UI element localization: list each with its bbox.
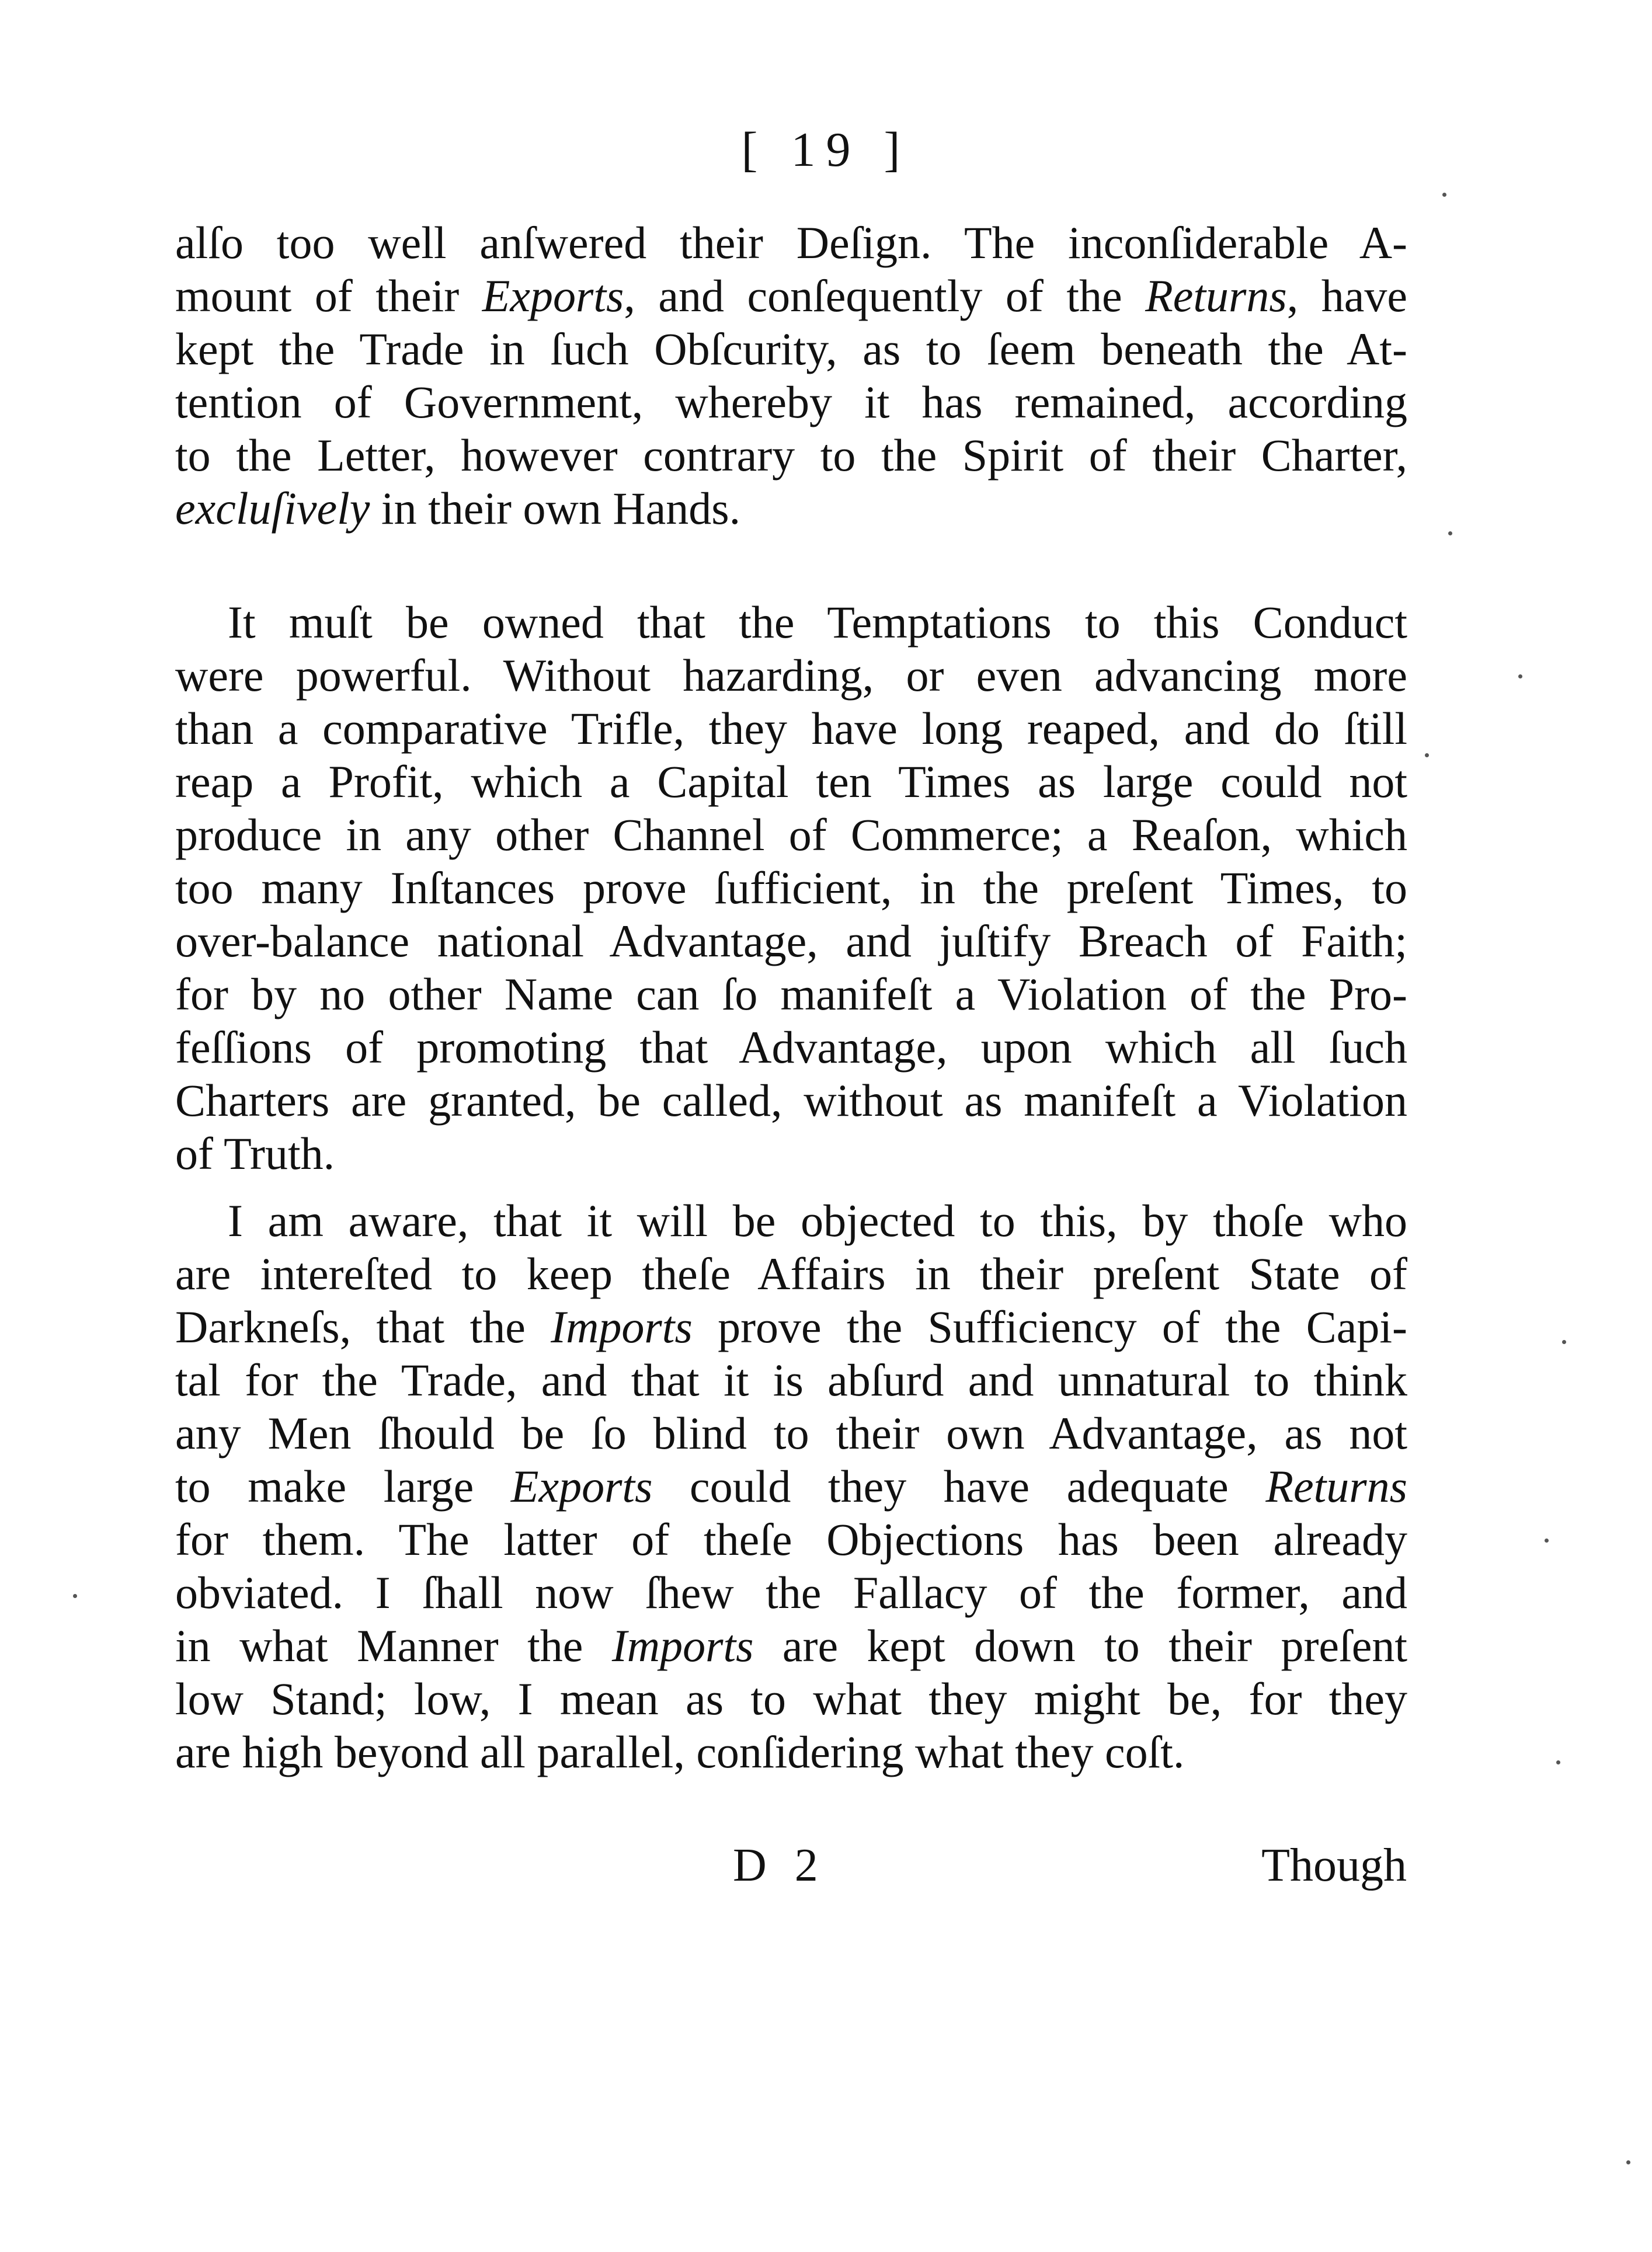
italic-term: Returns <box>1265 1461 1407 1512</box>
page-footer <box>0 1842 1652 1901</box>
text-line: than a comparative Trifle, they have long reaped, and do ſtill <box>175 703 1407 754</box>
text-line: tal for the Trade, and that it is abſurd and unnatural to think <box>175 1355 1407 1405</box>
paragraph-1 <box>175 216 1407 535</box>
text-line: produce in any other Channel of Commerce; a Reaſon, which <box>175 809 1407 860</box>
paragraph-3 <box>175 1194 1407 1778</box>
text-line: to make large Exports could they have adequate Returns <box>175 1461 1407 1512</box>
print-speck <box>1442 193 1446 197</box>
text-line: are intereſted to keep theſe Affairs in their preſent State of <box>175 1248 1407 1299</box>
text-line: obviated. I ſhall now ſhew the Fallacy of the former, and <box>175 1567 1407 1618</box>
print-speck <box>1518 674 1522 678</box>
italic-term: Exports <box>482 270 624 321</box>
italic-term: Imports <box>611 1620 754 1671</box>
print-speck <box>1448 531 1452 535</box>
catchword: Though <box>1261 1840 1407 1891</box>
text-line: alſo too well anſwered their Deſign. The inconſiderable A- <box>175 217 1407 268</box>
text-line: tention of Government, whereby it has remained, according <box>175 377 1407 427</box>
print-speck <box>1425 753 1429 757</box>
text-line: over-balance national Advantage, and juſtify Breach of Faith; <box>175 916 1407 966</box>
text-line: were powerful. Without hazarding, or even advancing more <box>175 650 1407 701</box>
paragraph-2 <box>175 596 1407 1180</box>
italic-term: Exports <box>510 1461 653 1512</box>
text-line: feſſions of promoting that Advantage, upon which all ſuch <box>175 1022 1407 1073</box>
print-speck <box>73 1594 77 1598</box>
text-line: for by no other Name can ſo manifeſt a Violation of the Pro- <box>175 969 1407 1019</box>
text-line: It muſt be owned that the Temptations to this Conduct <box>228 597 1407 648</box>
text-line: reap a Profit, which a Capital ten Times as large could not <box>175 756 1407 807</box>
text-line: too many Inſtances prove ſufficient, in the preſent Times, to <box>175 862 1407 913</box>
text-line: for them. The latter of theſe Objections has been already <box>175 1514 1407 1565</box>
text-line: Darkneſs, that the Imports prove the Sufficiency of the Capi- <box>175 1301 1407 1352</box>
italic-term: excluſively <box>175 483 370 534</box>
text-line: Charters are granted, be called, without as manifeſt a Violation <box>175 1075 1407 1126</box>
text-line: kept the Trade in ſuch Obſcurity, as to ſeem beneath the At- <box>175 323 1407 374</box>
text-line: to the Letter, however contrary to the Spirit of their Charter, <box>175 430 1407 481</box>
print-speck <box>1556 1760 1560 1764</box>
text-line: in what Manner the Imports are kept down to their preſent <box>175 1620 1408 1671</box>
text-line: of Truth. <box>175 1128 335 1179</box>
italic-term: Returns <box>1145 270 1287 321</box>
text-line: are high beyond all parallel, conſidering what they coſt. <box>175 1727 1185 1777</box>
italic-term: Imports <box>551 1301 693 1352</box>
text-line: I am aware, that it will be objected to this, by thoſe who <box>228 1195 1407 1246</box>
text-line: any Men ſhould be ſo blind to their own Advantage, as not <box>175 1408 1407 1459</box>
signature-mark: D 2 <box>733 1840 826 1891</box>
text-line: mount of their Exports, and conſequently of the Returns, have <box>175 270 1407 321</box>
page-number: [ 19 ] <box>741 123 911 177</box>
text-line: excluſively in their own Hands. <box>175 483 741 534</box>
print-speck <box>1545 1539 1549 1543</box>
print-speck <box>1626 2160 1630 2164</box>
text-line: low Stand; low, I mean as to what they might be, for they <box>175 1673 1407 1724</box>
print-speck <box>1562 1340 1566 1344</box>
